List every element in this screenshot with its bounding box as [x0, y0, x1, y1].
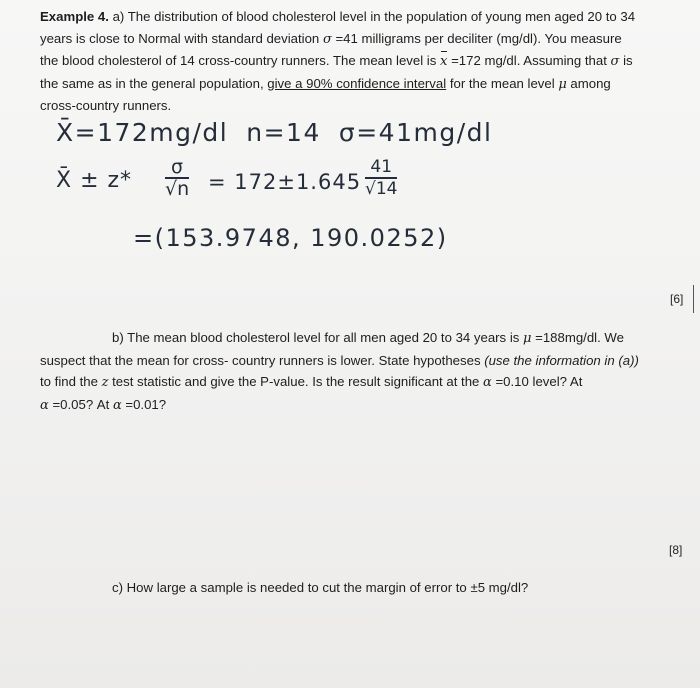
handwritten-substitution: = 172±1.645	[208, 170, 362, 194]
part-a-question: Example 4. a) The distribution of blood cholesterol level in the population of young men aged 20 to 34 years is close to Normal with standard deviation σ =41 milligrams per deciliter (mg/dl). You measure the blood cholesterol of 14 cross-country runners. The mean level is x =172 mg/dl. Assuming that σ is the same as in the general population, give a 90% confidence interval for the mean level μ among cross-country runners.	[40, 9, 636, 114]
z-symbol: z	[101, 375, 109, 391]
mu-symbol: μ	[523, 331, 532, 346]
handwritten-formula: X̄ ± z*	[56, 168, 133, 193]
mu-symbol: μ	[558, 76, 567, 92]
sigma-symbol: σ	[610, 54, 620, 70]
handwritten-givens: X̄=172mg/dl n=14 σ=41mg/dl	[56, 118, 493, 147]
handwritten-interval-result: =(153.9748, 190.0252)	[133, 224, 448, 252]
sigma-symbol: σ	[322, 31, 332, 47]
marks-part-b: [8]	[669, 543, 683, 557]
sigma-over-root-n-fraction: $\frac{\sigma}{√n}$	[165, 156, 190, 200]
41-over-root-14-fraction: $\frac{41}{√14}$	[365, 157, 398, 199]
margin-bracket	[693, 285, 694, 313]
marks-part-a: [6]	[670, 292, 684, 306]
underlined-instruction: give a 90% confidence interval	[267, 75, 447, 91]
xbar-symbol: x	[440, 51, 447, 73]
part-c-question: c) How large a sample is needed to cut the margin of error to ±5 mg/dl?	[112, 580, 529, 595]
example-label: Example 4.	[40, 9, 109, 24]
plus-minus-symbol: ±	[470, 580, 478, 595]
alpha-symbol: α	[112, 397, 122, 413]
part-b-question: b) The mean blood cholesterol level for all men aged 20 to 34 years is μ =188mg/dl. We suspect that the mean for cross- country runners is lower. State hypotheses (use the information in (a)) to find the z test statistic and give the P-value. Is the result significant at the α =0.10 level? At α =0.05? At α =0.01?	[40, 330, 639, 413]
alpha-symbol: α	[40, 397, 49, 413]
alpha-symbol: α	[483, 375, 492, 391]
